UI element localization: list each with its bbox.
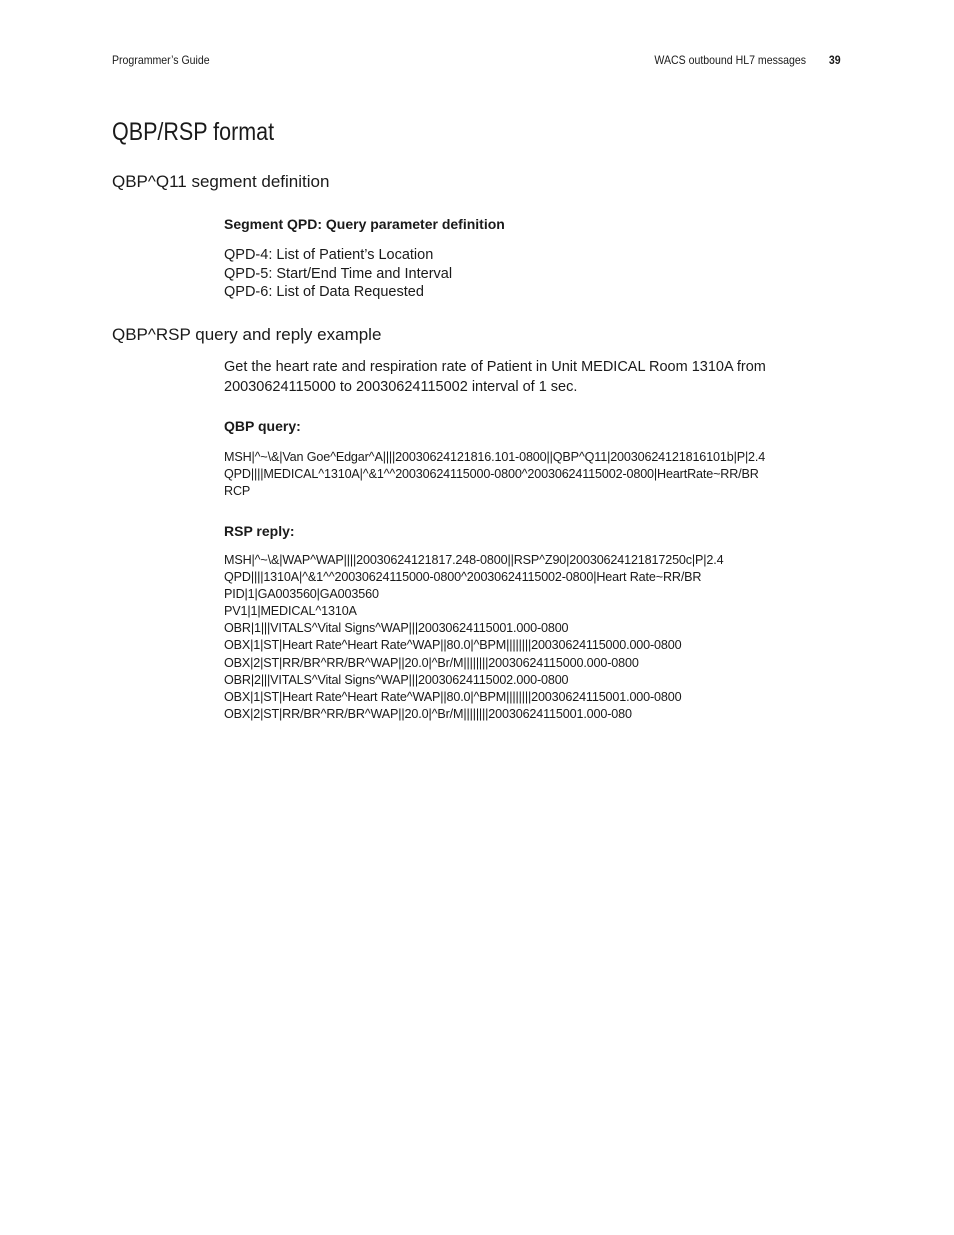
message-line: OBX|1|ST|Heart Rate^Heart Rate^WAP||80.0|^BPM||||||||20030624115001.000-0800 <box>224 689 682 704</box>
message-line: OBX|2|ST|RR/BR^RR/BR^WAP||20.0|^Br/M||||||||20030624115000.000-0800 <box>224 655 639 670</box>
rsp-reply-block <box>224 523 854 723</box>
qbp-query-label: QBP query: <box>224 418 301 434</box>
message-line: RCP <box>224 484 251 499</box>
message-line: OBR|1|||VITALS^Vital Signs^WAP|||20030624115001.000-0800 <box>224 621 569 636</box>
message-line: PID|1|GA003560|GA003560 <box>224 587 379 602</box>
running-header-chapter: WACS outbound HL7 messages <box>654 53 807 67</box>
description-line: 20030624115000 to 20030624115002 interval of 1 sec. <box>224 378 578 395</box>
running-header-right <box>655 53 841 67</box>
page-title: QBP/RSP format <box>112 118 275 146</box>
running-header-left: Programmer’s Guide <box>112 53 210 67</box>
message-line: OBR|2|||VITALS^Vital Signs^WAP|||20030624115002.000-0800 <box>224 672 569 687</box>
message-line: PV1|1|MEDICAL^1310A <box>224 604 357 619</box>
section-heading-segment-definition: QBP^Q11 segment definition <box>112 172 330 191</box>
page-number: 39 <box>829 53 841 67</box>
qpd-field-list <box>224 246 854 302</box>
qpd-field-item: QPD-5: Start/End Time and Interval <box>224 265 453 282</box>
description-line: Get the heart rate and respiration rate of Patient in Unit MEDICAL Room 1310A from <box>224 359 766 375</box>
message-line: OBX|2|ST|RR/BR^RR/BR^WAP||20.0|^Br/M||||||||20030624115001.000-080 <box>224 706 632 721</box>
message-line: MSH|^~\&|WAP^WAP||||20030624121817.248-0800||RSP^Z90|20030624121817250c|P|2.4 <box>224 553 724 567</box>
qbp-query-message <box>224 449 854 500</box>
segment-definition-block <box>224 216 854 302</box>
qpd-field-item: QPD-4: List of Patient’s Location <box>224 247 434 263</box>
section-heading-example: QBP^RSP query and reply example <box>112 325 382 344</box>
example-description <box>224 358 854 397</box>
qpd-field-item: QPD-6: List of Data Requested <box>224 284 424 300</box>
qbp-query-block <box>224 418 854 500</box>
message-line: QPD||||1310A|^&1^^20030624115000-0800^20030624115002-0800|Heart Rate~RR/BR <box>224 570 702 585</box>
rsp-reply-message <box>224 552 854 723</box>
segment-qpd-heading: Segment QPD: Query parameter definition <box>224 216 505 232</box>
message-line: MSH|^~\&|Van Goe^Edgar^A||||20030624121816.101-0800||QBP^Q11|20030624121816101b|P|2.4 <box>224 450 766 464</box>
message-line: QPD||||MEDICAL^1310A|^&1^^20030624115000-0800^20030624115002-0800|HeartRate~RR/BR <box>224 467 759 482</box>
message-line: OBX|1|ST|Heart Rate^Heart Rate^WAP||80.0|^BPM||||||||20030624115000.000-0800 <box>224 638 682 653</box>
rsp-reply-label: RSP reply: <box>224 523 295 539</box>
